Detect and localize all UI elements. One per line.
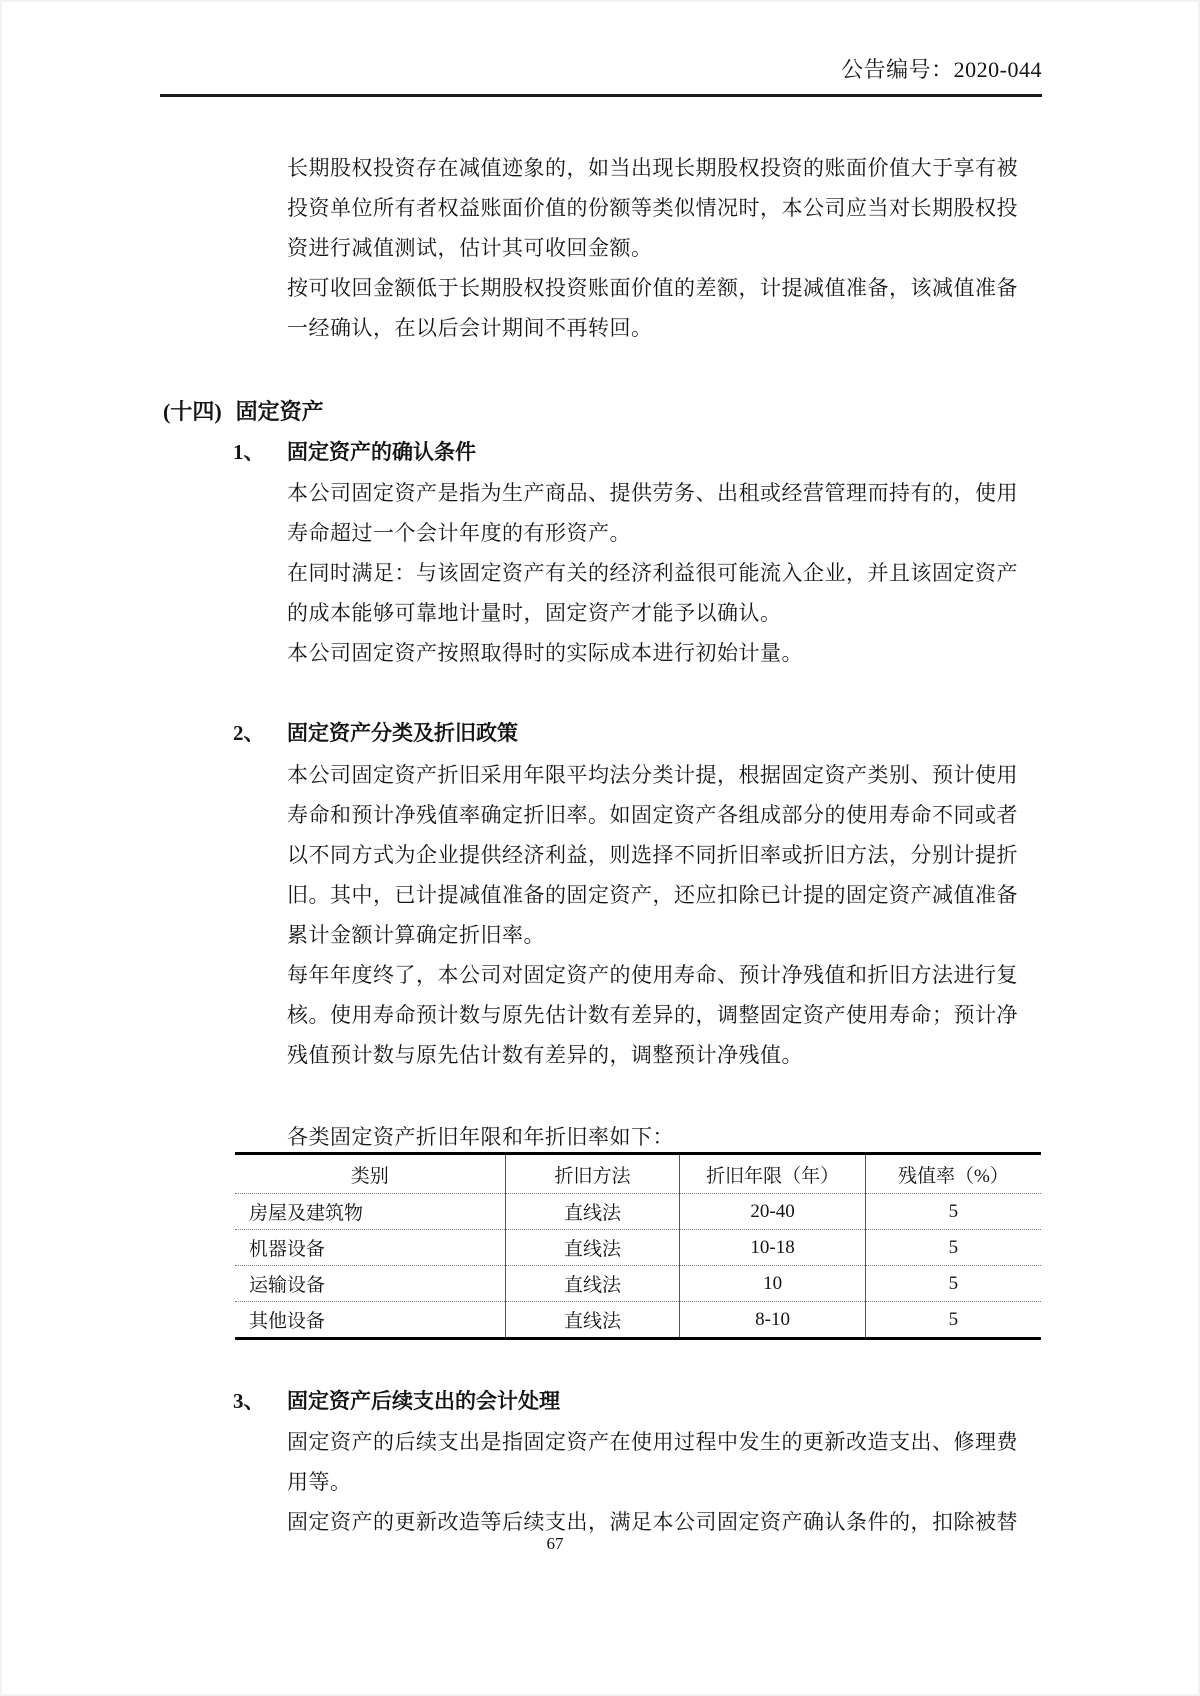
item3-paragraph <box>287 1422 1018 1542</box>
paragraph-line: 本公司固定资产按照取得时的实际成本进行初始计量。 <box>287 641 803 665</box>
paragraph-line: 旧。其中，已计提减值准备的固定资产，还应扣除已计提的固定资产减值准备 <box>287 883 1018 907</box>
paragraph-line: 一经确认，在以后会计期间不再转回。 <box>287 316 653 340</box>
item3-heading <box>233 1381 560 1421</box>
table-row <box>235 1302 1041 1339</box>
cell-category: 其他设备 <box>249 1311 326 1332</box>
paragraph-line: 残值预计数与原先估计数有差异的，调整预计净残值。 <box>287 1043 803 1067</box>
paragraph-line: 投资单位所有者权益账面价值的份额等类似情况时，本公司应当对长期股权投 <box>287 196 1018 220</box>
paragraph-line: 长期股权投资存在减值迹象的，如当出现长期股权投资的账面价值大于享有被 <box>287 156 1018 180</box>
section-number: (十四) <box>163 399 222 424</box>
paragraph-line: 固定资产的后续支出是指固定资产在使用过程中发生的更新改造支出、修理费 <box>287 1430 1018 1454</box>
table-row <box>235 1194 1041 1230</box>
table-header-row <box>235 1154 1041 1194</box>
paragraph-line: 用等。 <box>287 1470 352 1494</box>
paragraph-line: 本公司固定资产折旧采用年限平均法分类计提，根据固定资产类别、预计使用 <box>287 763 1018 787</box>
header-rule <box>160 94 1042 97</box>
cell-category: 运输设备 <box>235 1266 505 1302</box>
cell-years: 20-40 <box>680 1194 865 1230</box>
paragraph-line: 按可收回金额低于长期股权投资账面价值的差额，计提减值准备，该减值准备 <box>287 276 1018 300</box>
depreciation-table <box>235 1152 1041 1340</box>
item3-title: 固定资产后续支出的会计处理 <box>287 1389 560 1413</box>
col-header-years: 折旧年限（年） <box>680 1154 865 1194</box>
announcement-number: 公告编号：2020-044 <box>841 57 1042 82</box>
paragraph-line: 固定资产的更新改造等后续支出，满足本公司固定资产确认条件的，扣除被替 <box>287 1510 1018 1534</box>
paragraph-line: 寿命超过一个会计年度的有形资产。 <box>287 521 631 545</box>
cell-category: 房屋及建筑物 <box>235 1194 505 1230</box>
cell-years: 10 <box>680 1266 865 1302</box>
table-row <box>235 1230 1041 1266</box>
carryover-paragraph <box>287 148 1018 348</box>
cell-method: 直线法 <box>505 1194 680 1230</box>
cell-residual: 5 <box>865 1302 1041 1339</box>
cell-method: 直线法 <box>505 1266 680 1302</box>
item1-paragraph <box>287 473 1018 673</box>
item2-heading <box>233 713 518 753</box>
table-row <box>235 1266 1041 1302</box>
cell-residual: 5 <box>865 1266 1041 1302</box>
paragraph-line: 每年年度终了，本公司对固定资产的使用寿命、预计净残值和折旧方法进行复 <box>287 963 1018 987</box>
paragraph-line: 资进行减值测试，估计其可收回金额。 <box>287 236 653 260</box>
item1-number: 1、 <box>233 440 265 464</box>
cell-category: 机器设备 <box>235 1230 505 1266</box>
paragraph-line: 累计金额计算确定折旧率。 <box>287 923 545 947</box>
paragraph-line: 本公司固定资产是指为生产商品、提供劳务、出租或经营管理而持有的，使用 <box>287 481 1018 505</box>
cell-years: 8-10 <box>680 1302 865 1339</box>
paragraph-line: 在同时满足：与该固定资产有关的经济利益很可能流入企业，并且该固定资产 <box>287 561 1018 585</box>
col-header-category: 类别 <box>235 1154 505 1194</box>
item3-number: 3、 <box>233 1389 265 1413</box>
col-header-residual: 残值率（%） <box>865 1154 1041 1194</box>
paragraph-line: 核。使用寿命预计数与原先估计数有差异的，调整固定资产使用寿命；预计净 <box>287 1003 1018 1027</box>
item2-number: 2、 <box>233 721 265 745</box>
cell-method: 直线法 <box>505 1302 680 1339</box>
cell-residual: 5 <box>865 1230 1041 1266</box>
cell-residual: 5 <box>865 1194 1041 1230</box>
table-intro: 各类固定资产折旧年限和年折旧率如下： <box>287 1125 674 1149</box>
paragraph-line: 以不同方式为企业提供经济利益，则选择不同折旧率或折旧方法，分别计提折 <box>287 843 1018 867</box>
page-number: 67 <box>546 1534 564 1553</box>
item2-paragraph <box>287 755 1018 1075</box>
col-header-method: 折旧方法 <box>505 1154 680 1194</box>
item1-heading <box>233 432 476 472</box>
paragraph-line: 寿命和预计净残值率确定折旧率。如固定资产各组成部分的使用寿命不同或者 <box>287 803 1018 827</box>
section-heading-fixed-assets <box>163 392 324 432</box>
cell-years: 10-18 <box>680 1230 865 1266</box>
cell-method: 直线法 <box>505 1230 680 1266</box>
item1-title: 固定资产的确认条件 <box>287 440 476 464</box>
item2-title: 固定资产分类及折旧政策 <box>287 721 518 745</box>
paragraph-line: 的成本能够可靠地计量时，固定资产才能予以确认。 <box>287 601 782 625</box>
section-title: 固定资产 <box>235 399 324 424</box>
